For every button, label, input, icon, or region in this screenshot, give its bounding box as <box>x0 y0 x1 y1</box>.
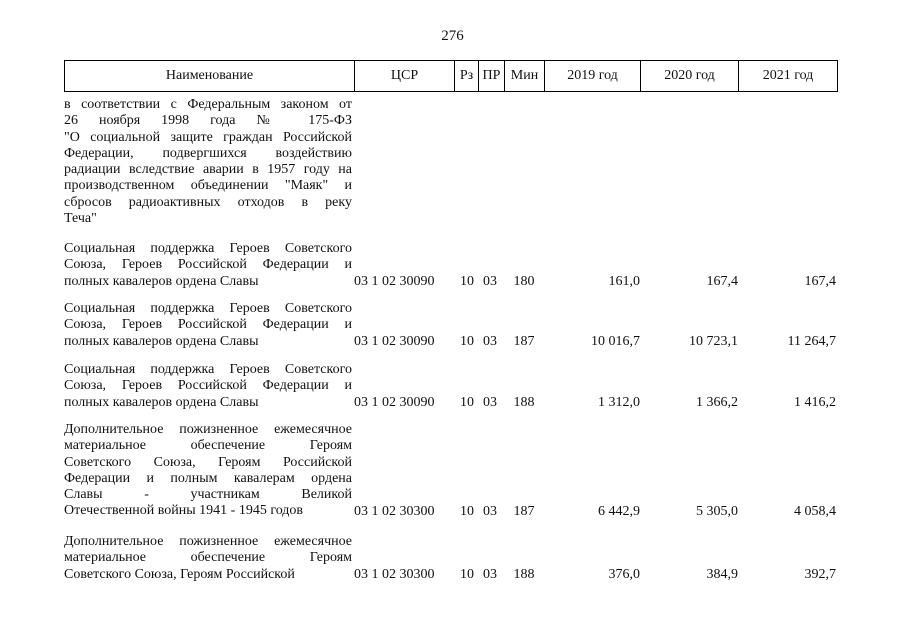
cell-min: 188 <box>513 567 535 582</box>
description-line: Славы - участникам Великой <box>64 487 352 503</box>
description-line: Советского Союза, Героям Российской <box>64 566 295 582</box>
cell-csr: 03 1 02 30090 <box>354 274 435 289</box>
table-row <box>64 534 838 583</box>
table-row <box>64 422 838 520</box>
row-description <box>64 362 352 411</box>
description-line: Социальная поддержка Героев Советского <box>64 362 352 377</box>
cell-csr: 03 1 02 30090 <box>354 334 435 349</box>
cell-y2021: 392,7 <box>804 567 836 582</box>
cell-pr: 03 <box>483 504 497 519</box>
description-line: Федерации и полным кавалерам ордена <box>64 470 352 486</box>
header-2019: 2019 год <box>545 61 641 91</box>
table-row <box>64 97 838 227</box>
cell-min: 187 <box>513 334 535 349</box>
cell-y2020: 1 366,2 <box>696 395 738 410</box>
cell-rz: 10 <box>460 567 474 582</box>
description-line: в соответствии с Федеральным законом от <box>64 97 352 112</box>
description-line: Дополнительное пожизненное ежемесячное <box>64 534 352 549</box>
description-line: радиации вследствие аварии в 1957 году на <box>64 162 352 178</box>
description-line: Союза, Героев Российской Федерации и <box>64 257 352 273</box>
cell-pr: 03 <box>483 567 497 582</box>
description-line: Социальная поддержка Героев Советского <box>64 241 352 256</box>
cell-pr: 03 <box>483 395 497 410</box>
cell-rz: 10 <box>460 334 474 349</box>
cell-y2020: 384,9 <box>706 567 738 582</box>
header-min: Мин <box>505 61 545 91</box>
header-name: Наименование <box>65 61 355 91</box>
description-line: Дополнительное пожизненное ежемесячное <box>64 422 352 437</box>
header-csr: ЦСР <box>355 61 455 91</box>
table-header <box>64 60 838 92</box>
table-row <box>64 362 838 411</box>
cell-y2021: 11 264,7 <box>787 334 836 349</box>
description-line: Отечественной войны 1941 - 1945 годов <box>64 503 304 519</box>
row-description <box>64 241 352 290</box>
page-number: 276 <box>441 28 464 44</box>
description-line: полных кавалеров ордена Славы <box>64 333 259 349</box>
cell-y2021: 1 416,2 <box>794 395 836 410</box>
description-line: Советского Союза, Героям Российской <box>64 454 352 470</box>
description-line: полных кавалеров ордена Славы <box>64 394 259 410</box>
cell-csr: 03 1 02 30300 <box>354 504 435 519</box>
description-line: Союза, Героев Российской Федерации и <box>64 317 352 333</box>
description-line: производственном объединении "Маяк" и <box>64 178 352 194</box>
row-description <box>64 422 352 520</box>
cell-y2020: 10 723,1 <box>689 334 738 349</box>
table-row <box>64 301 838 350</box>
cell-y2019: 6 442,9 <box>598 504 640 519</box>
cell-y2021: 4 058,4 <box>794 504 836 519</box>
cell-y2020: 167,4 <box>706 274 738 289</box>
cell-csr: 03 1 02 30090 <box>354 395 435 410</box>
description-line: материальное обеспечение Героям <box>64 550 352 566</box>
description-line: сбросов радиоактивных отходов в реку <box>64 194 352 210</box>
cell-y2019: 376,0 <box>608 567 640 582</box>
cell-y2020: 5 305,0 <box>696 504 738 519</box>
description-line: полных кавалеров ордена Славы <box>64 273 259 289</box>
cell-rz: 10 <box>460 395 474 410</box>
header-pr: ПР <box>479 61 505 91</box>
description-line: 26 ноября 1998 года № 175-ФЗ <box>64 113 352 129</box>
row-description <box>64 301 352 350</box>
cell-rz: 10 <box>460 504 474 519</box>
header-2021: 2021 год <box>762 68 814 83</box>
description-line: материальное обеспечение Героям <box>64 438 352 454</box>
cell-min: 188 <box>513 395 535 410</box>
cell-y2021: 167,4 <box>804 274 836 289</box>
cell-pr: 03 <box>483 334 497 349</box>
table-row <box>64 241 838 290</box>
row-description <box>64 534 352 583</box>
description-line: Союза, Героев Российской Федерации и <box>64 378 352 394</box>
cell-y2019: 1 312,0 <box>598 395 640 410</box>
cell-min: 180 <box>513 274 535 289</box>
description-line: Федерации, подвергшихся воздействию <box>64 145 352 161</box>
header-rz: Рз <box>455 61 479 91</box>
cell-y2019: 161,0 <box>608 274 640 289</box>
cell-pr: 03 <box>483 274 497 289</box>
cell-min: 187 <box>513 504 535 519</box>
row-description <box>64 97 352 227</box>
cell-csr: 03 1 02 30300 <box>354 567 435 582</box>
description-line: "О социальной защите граждан Российской <box>64 129 352 145</box>
cell-rz: 10 <box>460 274 474 289</box>
header-2020: 2020 год <box>641 61 739 91</box>
description-line: Социальная поддержка Героев Советского <box>64 301 352 316</box>
description-line: Теча" <box>64 211 97 227</box>
cell-y2019: 10 016,7 <box>591 334 640 349</box>
